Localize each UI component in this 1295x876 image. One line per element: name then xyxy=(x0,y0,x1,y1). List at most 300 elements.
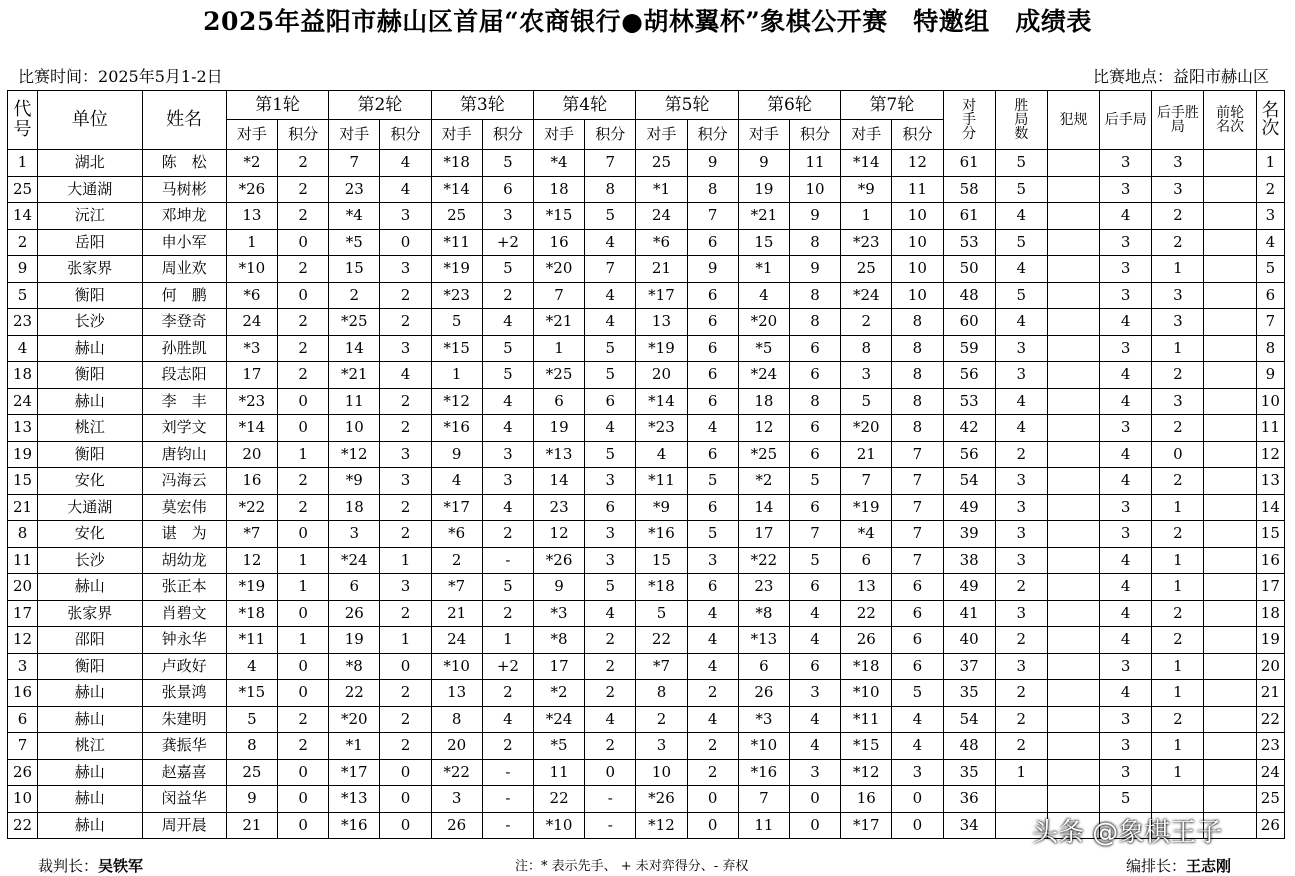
rank: 7 xyxy=(1256,309,1284,336)
round-opponent: 8 xyxy=(841,335,892,362)
round-opponent: 13 xyxy=(226,203,277,230)
round-score: 5 xyxy=(482,256,533,283)
round-score: 1 xyxy=(482,627,533,654)
header-code-label: 代 号 xyxy=(13,99,32,140)
wins: 2 xyxy=(995,733,1047,760)
prev-rank xyxy=(1204,680,1256,707)
second-wins xyxy=(1152,786,1204,813)
opp-score: 49 xyxy=(943,494,995,521)
prev-rank xyxy=(1204,653,1256,680)
round-score: 0 xyxy=(789,812,840,839)
round-score: 0 xyxy=(278,680,329,707)
round-score: 2 xyxy=(482,521,533,548)
round-score: 3 xyxy=(789,759,840,786)
round-score: 2 xyxy=(278,733,329,760)
round-score: 6 xyxy=(789,653,840,680)
round-opponent: *2 xyxy=(738,468,789,495)
header-round-1: 第1轮 xyxy=(226,91,328,120)
second-games: 3 xyxy=(1100,282,1152,309)
prev-rank xyxy=(1204,441,1256,468)
round-opponent: 5 xyxy=(431,309,482,336)
round-opponent: 4 xyxy=(636,441,687,468)
round-opponent: *20 xyxy=(738,309,789,336)
second-games: 3 xyxy=(1100,759,1152,786)
round-opponent: 23 xyxy=(329,176,380,203)
player-name: 肖碧文 xyxy=(142,600,226,627)
player-name: 卢政好 xyxy=(142,653,226,680)
round-score: - xyxy=(482,812,533,839)
second-games: 5 xyxy=(1100,786,1152,813)
round-opponent: 16 xyxy=(841,786,892,813)
rank: 20 xyxy=(1256,653,1284,680)
round-score: 5 xyxy=(482,150,533,177)
round-score: 2 xyxy=(380,415,431,442)
wins: 3 xyxy=(995,468,1047,495)
prev-rank xyxy=(1204,733,1256,760)
round-score: 0 xyxy=(278,521,329,548)
header-score: 积分 xyxy=(687,120,738,150)
round-score: 4 xyxy=(789,627,840,654)
round-score: 4 xyxy=(687,627,738,654)
player-unit: 桃江 xyxy=(38,415,142,442)
table-row xyxy=(8,388,1285,415)
round-score: 2 xyxy=(278,468,329,495)
table-row xyxy=(8,203,1285,230)
player-name: 唐钧山 xyxy=(142,441,226,468)
wins: 3 xyxy=(995,653,1047,680)
round-score: 2 xyxy=(278,494,329,521)
wins: 3 xyxy=(995,494,1047,521)
round-score: +2 xyxy=(482,653,533,680)
table-row xyxy=(8,176,1285,203)
round-opponent: 22 xyxy=(329,680,380,707)
wins: 3 xyxy=(995,547,1047,574)
second-games: 3 xyxy=(1100,494,1152,521)
second-games: 4 xyxy=(1100,680,1152,707)
prev-rank xyxy=(1204,415,1256,442)
player-name: 莫宏伟 xyxy=(142,494,226,521)
round-score: 2 xyxy=(380,680,431,707)
round-opponent: 21 xyxy=(431,600,482,627)
table-row xyxy=(8,759,1285,786)
round-opponent: *8 xyxy=(738,600,789,627)
player-unit: 安化 xyxy=(38,521,142,548)
header-round-4: 第4轮 xyxy=(533,91,635,120)
player-code: 11 xyxy=(8,547,38,574)
header-score: 积分 xyxy=(380,120,431,150)
round-score: 8 xyxy=(789,309,840,336)
round-score: 10 xyxy=(892,256,943,283)
header-opponent: 对手 xyxy=(738,120,789,150)
round-opponent: *18 xyxy=(841,653,892,680)
round-opponent: 12 xyxy=(226,547,277,574)
player-unit: 赫山 xyxy=(38,706,142,733)
round-opponent: *14 xyxy=(636,388,687,415)
foul xyxy=(1047,600,1099,627)
round-opponent: *17 xyxy=(329,759,380,786)
round-score: 6 xyxy=(482,176,533,203)
header-score: 积分 xyxy=(482,120,533,150)
round-opponent: 1 xyxy=(431,362,482,389)
player-unit: 赫山 xyxy=(38,786,142,813)
round-score: 7 xyxy=(892,494,943,521)
round-score: 4 xyxy=(687,653,738,680)
round-score: 8 xyxy=(892,309,943,336)
table-row xyxy=(8,309,1285,336)
rank: 4 xyxy=(1256,229,1284,256)
round-opponent: *16 xyxy=(431,415,482,442)
round-opponent: *14 xyxy=(226,415,277,442)
round-opponent: *16 xyxy=(738,759,789,786)
round-score: 2 xyxy=(380,521,431,548)
round-score: 2 xyxy=(278,256,329,283)
round-opponent: 22 xyxy=(636,627,687,654)
second-games: 3 xyxy=(1100,176,1152,203)
match-time xyxy=(18,64,223,87)
table-row xyxy=(8,521,1285,548)
round-score: 9 xyxy=(789,203,840,230)
wins: 5 xyxy=(995,229,1047,256)
table-row xyxy=(8,600,1285,627)
rank: 24 xyxy=(1256,759,1284,786)
round-opponent: 8 xyxy=(226,733,277,760)
round-opponent: *5 xyxy=(329,229,380,256)
second-wins: 1 xyxy=(1152,256,1204,283)
round-score: 4 xyxy=(380,176,431,203)
round-opponent: *26 xyxy=(533,547,584,574)
round-score: 2 xyxy=(380,282,431,309)
round-opponent: 12 xyxy=(533,521,584,548)
watermark: 头条 @象棋王子 xyxy=(1032,818,1223,848)
round-opponent: *13 xyxy=(329,786,380,813)
round-opponent: *5 xyxy=(738,335,789,362)
round-opponent: 5 xyxy=(841,388,892,415)
round-score: 10 xyxy=(892,282,943,309)
second-wins: 1 xyxy=(1152,653,1204,680)
foul xyxy=(1047,627,1099,654)
round-opponent: *16 xyxy=(636,521,687,548)
round-opponent: 4 xyxy=(738,282,789,309)
round-score: 7 xyxy=(892,441,943,468)
prev-rank xyxy=(1204,388,1256,415)
player-name: 谌 为 xyxy=(142,521,226,548)
second-games: 3 xyxy=(1100,733,1152,760)
round-score: 2 xyxy=(585,627,636,654)
wins: 3 xyxy=(995,362,1047,389)
round-opponent: 22 xyxy=(841,600,892,627)
round-opponent: 9 xyxy=(431,441,482,468)
opp-score: 42 xyxy=(943,415,995,442)
second-games: 4 xyxy=(1100,600,1152,627)
round-opponent: *21 xyxy=(329,362,380,389)
header-second-games: 后手局 xyxy=(1100,91,1152,150)
round-opponent: 16 xyxy=(533,229,584,256)
round-score: 7 xyxy=(789,521,840,548)
player-unit: 大通湖 xyxy=(38,494,142,521)
round-opponent: 21 xyxy=(226,812,277,839)
opp-score: 58 xyxy=(943,176,995,203)
round-score: 11 xyxy=(892,176,943,203)
round-score: 7 xyxy=(892,521,943,548)
round-opponent: *11 xyxy=(841,706,892,733)
rank: 17 xyxy=(1256,574,1284,601)
prev-rank xyxy=(1204,256,1256,283)
opp-score: 48 xyxy=(943,733,995,760)
round-score: 3 xyxy=(585,468,636,495)
round-opponent: 17 xyxy=(738,521,789,548)
round-opponent: *3 xyxy=(533,600,584,627)
round-score: 0 xyxy=(892,786,943,813)
round-score: 1 xyxy=(380,547,431,574)
player-unit: 湖北 xyxy=(38,150,142,177)
second-wins: 3 xyxy=(1152,388,1204,415)
rank: 3 xyxy=(1256,203,1284,230)
round-score: 5 xyxy=(482,574,533,601)
foul xyxy=(1047,176,1099,203)
round-score: 5 xyxy=(585,441,636,468)
round-opponent: 7 xyxy=(738,786,789,813)
round-score: 10 xyxy=(892,229,943,256)
round-score: 2 xyxy=(380,600,431,627)
round-opponent: 25 xyxy=(636,150,687,177)
round-opponent: *11 xyxy=(636,468,687,495)
round-score: 2 xyxy=(278,150,329,177)
match-time-label: 比赛时间： xyxy=(18,67,99,86)
round-score: 0 xyxy=(585,759,636,786)
player-code: 4 xyxy=(8,335,38,362)
rank: 11 xyxy=(1256,415,1284,442)
round-score: 8 xyxy=(892,388,943,415)
round-opponent: *3 xyxy=(738,706,789,733)
round-opponent: *22 xyxy=(738,547,789,574)
opp-score: 53 xyxy=(943,388,995,415)
round-score: 6 xyxy=(892,653,943,680)
foul xyxy=(1047,653,1099,680)
round-opponent: *4 xyxy=(841,521,892,548)
player-unit: 衡阳 xyxy=(38,362,142,389)
player-code: 23 xyxy=(8,309,38,336)
player-code: 16 xyxy=(8,680,38,707)
wins: 4 xyxy=(995,415,1047,442)
header-wins: 胜 局 数 xyxy=(995,91,1047,150)
prev-rank xyxy=(1204,229,1256,256)
second-wins: 1 xyxy=(1152,574,1204,601)
second-wins: 3 xyxy=(1152,150,1204,177)
wins: 5 xyxy=(995,282,1047,309)
round-opponent: 11 xyxy=(738,812,789,839)
player-unit: 张家界 xyxy=(38,256,142,283)
round-opponent: 23 xyxy=(533,494,584,521)
player-unit: 赫山 xyxy=(38,812,142,839)
prev-rank xyxy=(1204,786,1256,813)
second-wins: 2 xyxy=(1152,627,1204,654)
table-row xyxy=(8,468,1285,495)
wins: 3 xyxy=(995,600,1047,627)
second-games: 4 xyxy=(1100,441,1152,468)
round-score: 0 xyxy=(278,653,329,680)
round-opponent: 10 xyxy=(636,759,687,786)
round-opponent: 26 xyxy=(841,627,892,654)
player-unit: 赫山 xyxy=(38,335,142,362)
round-opponent: 24 xyxy=(431,627,482,654)
round-score: +2 xyxy=(482,229,533,256)
round-score: 3 xyxy=(585,547,636,574)
round-opponent: 19 xyxy=(533,415,584,442)
header-score: 积分 xyxy=(585,120,636,150)
player-code: 6 xyxy=(8,706,38,733)
round-opponent: 15 xyxy=(329,256,380,283)
round-opponent: 15 xyxy=(738,229,789,256)
match-time-value: 2025年5月1-2日 xyxy=(98,67,223,86)
round-score: 0 xyxy=(892,812,943,839)
player-code: 10 xyxy=(8,786,38,813)
round-score: 2 xyxy=(278,309,329,336)
round-opponent: *6 xyxy=(431,521,482,548)
round-opponent: *19 xyxy=(841,494,892,521)
round-score: 5 xyxy=(482,335,533,362)
round-score: 4 xyxy=(585,309,636,336)
round-score: 0 xyxy=(380,786,431,813)
round-score: 1 xyxy=(278,441,329,468)
table-row xyxy=(8,229,1285,256)
round-opponent: 18 xyxy=(329,494,380,521)
round-opponent: 6 xyxy=(841,547,892,574)
round-opponent: *2 xyxy=(226,150,277,177)
rank: 10 xyxy=(1256,388,1284,415)
round-score: 2 xyxy=(380,706,431,733)
round-opponent: 15 xyxy=(636,547,687,574)
player-unit: 岳阳 xyxy=(38,229,142,256)
opp-score: 48 xyxy=(943,282,995,309)
player-unit: 沅江 xyxy=(38,203,142,230)
round-score: 7 xyxy=(585,256,636,283)
round-opponent: 13 xyxy=(636,309,687,336)
round-score: 9 xyxy=(687,256,738,283)
chief-referee xyxy=(38,855,143,876)
player-name: 何 鹏 xyxy=(142,282,226,309)
round-opponent: *11 xyxy=(431,229,482,256)
prev-rank xyxy=(1204,494,1256,521)
round-opponent: *6 xyxy=(226,282,277,309)
header-opponent: 对手 xyxy=(329,120,380,150)
round-opponent: *17 xyxy=(841,812,892,839)
player-name: 钟永华 xyxy=(142,627,226,654)
round-opponent: *15 xyxy=(431,335,482,362)
round-score: 10 xyxy=(892,203,943,230)
table-row xyxy=(8,494,1285,521)
round-score: 4 xyxy=(585,600,636,627)
round-score: 6 xyxy=(892,627,943,654)
round-score: 2 xyxy=(278,362,329,389)
opp-score: 54 xyxy=(943,468,995,495)
round-opponent: *24 xyxy=(533,706,584,733)
round-score: 2 xyxy=(687,680,738,707)
round-score: 4 xyxy=(687,415,738,442)
header-opponent: 对手 xyxy=(636,120,687,150)
round-opponent: 3 xyxy=(636,733,687,760)
match-place xyxy=(1093,64,1269,87)
round-score: 8 xyxy=(892,335,943,362)
round-score: 2 xyxy=(482,680,533,707)
round-opponent: 14 xyxy=(738,494,789,521)
header-score: 积分 xyxy=(278,120,329,150)
second-games: 3 xyxy=(1100,415,1152,442)
second-games: 4 xyxy=(1100,547,1152,574)
round-opponent: 2 xyxy=(431,547,482,574)
player-code: 7 xyxy=(8,733,38,760)
round-opponent: 2 xyxy=(329,282,380,309)
round-score: 2 xyxy=(380,494,431,521)
round-score: 5 xyxy=(789,468,840,495)
second-wins: 2 xyxy=(1152,600,1204,627)
round-opponent: *9 xyxy=(329,468,380,495)
second-games: 3 xyxy=(1100,653,1152,680)
foul xyxy=(1047,256,1099,283)
player-name: 赵嘉喜 xyxy=(142,759,226,786)
round-score: 6 xyxy=(687,309,738,336)
round-score: 6 xyxy=(789,415,840,442)
round-opponent: 16 xyxy=(226,468,277,495)
round-opponent: *4 xyxy=(533,150,584,177)
round-score: 0 xyxy=(278,229,329,256)
round-score: 2 xyxy=(380,309,431,336)
table-row xyxy=(8,786,1285,813)
round-opponent: 9 xyxy=(226,786,277,813)
round-opponent: 22 xyxy=(533,786,584,813)
second-games: 4 xyxy=(1100,574,1152,601)
round-opponent: *17 xyxy=(431,494,482,521)
prev-rank xyxy=(1204,176,1256,203)
round-score: 0 xyxy=(278,812,329,839)
rank: 5 xyxy=(1256,256,1284,283)
round-opponent: 18 xyxy=(738,388,789,415)
prev-rank xyxy=(1204,706,1256,733)
prev-rank xyxy=(1204,547,1256,574)
header-score: 积分 xyxy=(892,120,943,150)
round-opponent: *19 xyxy=(636,335,687,362)
second-games: 3 xyxy=(1100,229,1152,256)
player-name: 申小军 xyxy=(142,229,226,256)
round-score: 3 xyxy=(380,441,431,468)
opp-score: 41 xyxy=(943,600,995,627)
round-score: 0 xyxy=(278,786,329,813)
second-games: 4 xyxy=(1100,362,1152,389)
round-opponent: 21 xyxy=(841,441,892,468)
round-opponent: 4 xyxy=(431,468,482,495)
wins: 4 xyxy=(995,256,1047,283)
round-score: 6 xyxy=(585,388,636,415)
round-opponent: *25 xyxy=(738,441,789,468)
round-opponent: *26 xyxy=(226,176,277,203)
opp-score: 35 xyxy=(943,680,995,707)
player-name: 胡幼龙 xyxy=(142,547,226,574)
round-score: 2 xyxy=(687,733,738,760)
wins: 4 xyxy=(995,388,1047,415)
round-opponent: 24 xyxy=(226,309,277,336)
prev-rank xyxy=(1204,203,1256,230)
round-opponent: 13 xyxy=(431,680,482,707)
round-opponent: 20 xyxy=(226,441,277,468)
table-row xyxy=(8,733,1285,760)
wins: 2 xyxy=(995,706,1047,733)
round-opponent: 3 xyxy=(841,362,892,389)
round-opponent: 7 xyxy=(329,150,380,177)
player-name: 陈 松 xyxy=(142,150,226,177)
foul xyxy=(1047,733,1099,760)
round-opponent: 8 xyxy=(431,706,482,733)
round-score: 4 xyxy=(482,415,533,442)
round-opponent: *23 xyxy=(636,415,687,442)
